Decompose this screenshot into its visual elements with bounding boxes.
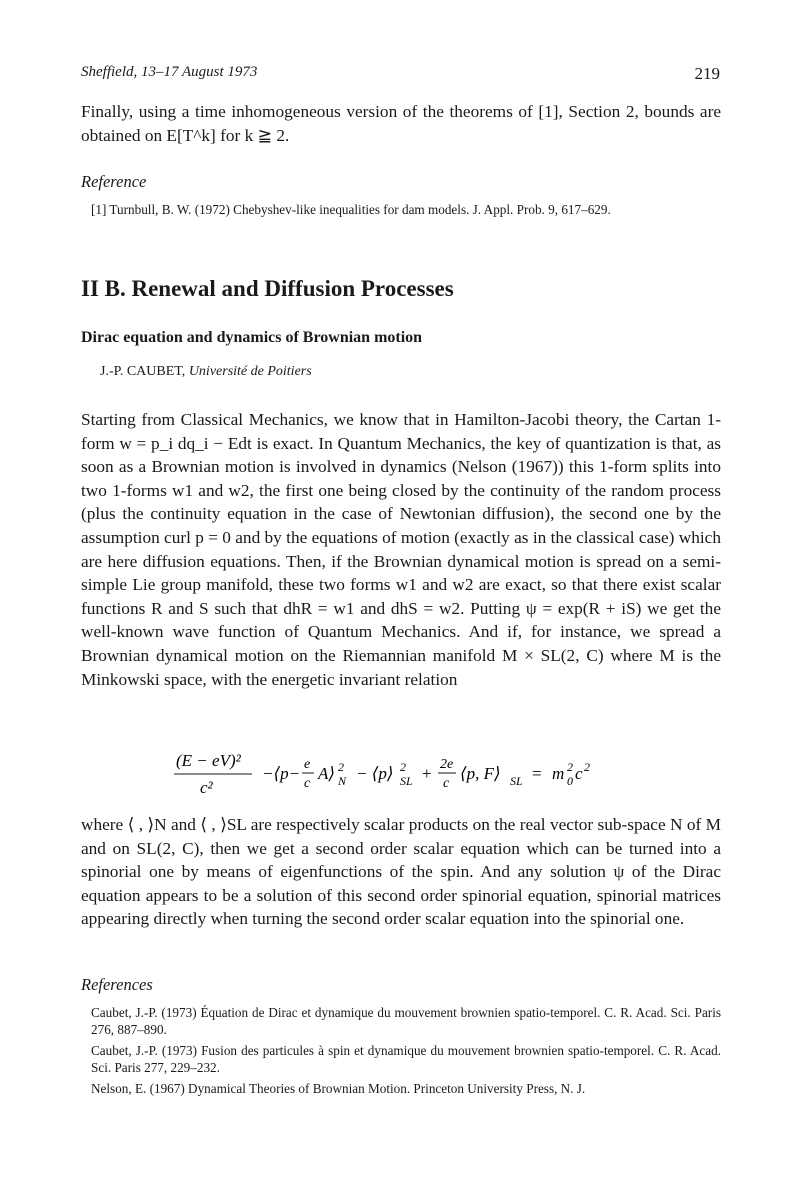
eq-term-2: −⟨p− xyxy=(262,764,301,783)
svg-text:2: 2 xyxy=(584,760,590,774)
svg-text:N: N xyxy=(338,774,347,788)
article-title: Dirac equation and dynamics of Brownian motion xyxy=(81,329,423,346)
svg-text:A⟩: A⟩ xyxy=(318,764,336,783)
svg-text:SL: SL xyxy=(510,774,523,788)
page-number: 219 xyxy=(694,64,720,83)
eq-denominator: c² xyxy=(200,778,213,797)
body-paragraph-1: Starting from Classical Mechanics, we know that in Hamilton-Jacobi theory, the Cartan 1-form w = p_i dq_i − Edt is exact. In Quantum Mechanics, the key of quantization is that, as soon as a Brownian motion is involved in dynamics (Nelson (1967)) this 1-form splits into two 1-forms w1 and w2, the first one being closed by the continuity of the random process (plus the continuity equation in the case of Newtonian diffusion), the second one by the assumption curl p = 0 and by the equations of motion (exactly as in the classical case) which are here diffusion equations. Then, if the Brownian dynamical motion is spread on a semi-simple Lie group manifold, these two forms w1 and w2 are exact, so that there exist scalar functions R and S such that dhR = w1 and dhS = w2. Putting ψ = exp(R + iS) we get the well-known wave function of Quantum Mechanics. And if, for instance, we spread a Brownian dynamical motion on the Riemannian manifold M × SL(2, C) where M is the Minkowski space, with the energetic invariant relation xyxy=(81,410,721,689)
svg-text:e: e xyxy=(304,757,311,772)
references-heading: References xyxy=(81,975,153,994)
references-list xyxy=(81,1004,721,1097)
eq-numerator: (E − eV)² xyxy=(176,751,241,770)
eq-term-4: ⟨p, F⟩ xyxy=(460,764,501,783)
svg-text:c: c xyxy=(443,776,450,791)
running-header xyxy=(81,64,720,86)
svg-text:SL: SL xyxy=(400,774,413,788)
svg-text:2: 2 xyxy=(567,760,573,774)
author-name: J.-P. CAUBET, xyxy=(100,364,186,379)
eq-equals: = xyxy=(532,764,542,783)
equation-graphic xyxy=(170,746,690,802)
svg-text:c: c xyxy=(304,776,311,791)
eq-rhs: m xyxy=(552,764,565,783)
body-paragraph-2: where ⟨ , ⟩N and ⟨ , ⟩SL are respectively scalar products on the real vector sub-space N of M and on SL(2, C), then we get a second order scalar equation which can be turned into a spinorial one by means of eigenfunctions of the spin. And any solution ψ of the Dirac equation appears to be a solution of this second order spinorial equation, spinorial matrices appearing directly when turning the second order scalar equation into the spinorial one. xyxy=(81,815,721,929)
reference-entry: [1] Turnbull, B. W. (1972) Chebyshev-like inequalities for dam models. J. Appl. Prob. 9, 617–629. xyxy=(91,202,611,217)
eq-term-3: − ⟨p⟩ xyxy=(356,764,394,783)
energetic-invariant-equation xyxy=(170,746,690,802)
eq-plus: + xyxy=(422,764,432,783)
reference-item: Caubet, J.-P. (1973) Fusion des particules à spin et dynamique du mouvement brownien spatio-temporel. C. R. Acad. Sci. Paris 277, 229–232. xyxy=(91,1043,721,1075)
intro-paragraph: Finally, using a time inhomogeneous version of the theorems of [1], Section 2, bounds are obtained on E[T^k] for k ≧ 2. xyxy=(81,102,721,145)
svg-text:2: 2 xyxy=(400,760,406,774)
svg-text:c: c xyxy=(575,764,583,783)
svg-text:2: 2 xyxy=(338,760,344,774)
author-affiliation: Université de Poitiers xyxy=(188,364,312,379)
section-heading: II B. Renewal and Diffusion Processes xyxy=(81,276,454,301)
header-venue: Sheffield, 13–17 August 1973 xyxy=(81,64,258,80)
author-line xyxy=(100,364,312,380)
svg-text:2e: 2e xyxy=(440,757,454,772)
reference-item: Nelson, E. (1967) Dynamical Theories of Brownian Motion. Princeton University Press, N. J. xyxy=(91,1081,586,1096)
reference-heading: Reference xyxy=(81,172,147,191)
reference-item: Caubet, J.-P. (1973) Équation de Dirac et dynamique du mouvement brownien spatio-temporel. C. R. Acad. Sci. Paris 276, 887–890. xyxy=(91,1005,721,1037)
svg-text:0: 0 xyxy=(567,774,573,788)
